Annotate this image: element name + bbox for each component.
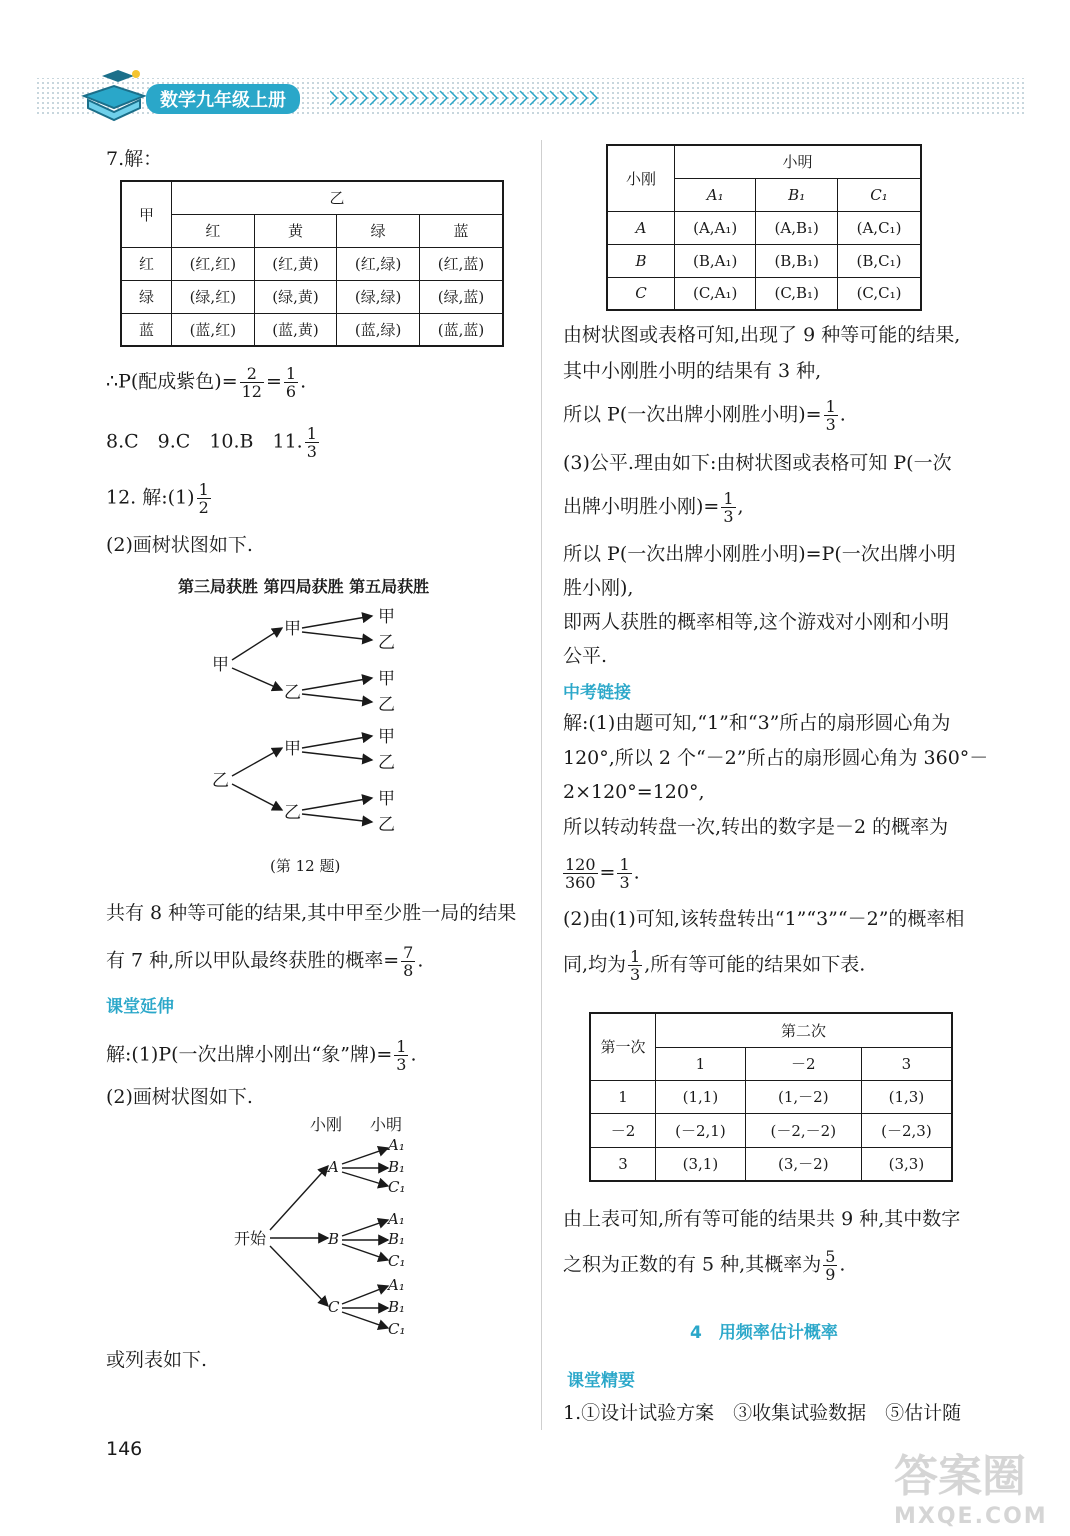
table-cell: (C,B₁) [756, 277, 838, 310]
tree1-node: 甲 [378, 727, 395, 747]
tree2-leaf: B₁ [388, 1230, 406, 1248]
table-corner: 小刚 [607, 145, 675, 211]
q7-result: ∴P(配成紫色)= $\frac{2}{12}$ = $\frac{1}{6}$ . [106, 364, 307, 401]
tree2-node: B [328, 1230, 340, 1248]
key-point-1: 1.①设计试验方案 ③收集试验数据 ⑤估计随 [563, 1402, 962, 1424]
table-row [607, 211, 921, 244]
table-cell: (蓝,黄) [254, 313, 337, 346]
table-col-header: 红 [172, 214, 255, 247]
table-cell: (绿,绿) [337, 280, 420, 313]
header-chevrons-decoration [330, 88, 610, 108]
table-cell: (3,1) [656, 1147, 746, 1181]
or-table-text: 或列表如下. [106, 1349, 208, 1371]
tree2-leaf: C₁ [388, 1178, 406, 1196]
tree2-start: 开始 [234, 1229, 267, 1248]
table-row-header: 3 [590, 1147, 656, 1181]
right-paragraph: 公平. [563, 645, 608, 667]
table-col-header: 黄 [254, 214, 337, 247]
tree1-node: 乙 [284, 683, 301, 703]
exam-paragraph: 解:(1)由题可知,“1”和“3”所占的扇形圆心角为 [563, 712, 951, 734]
table-cell: (－2,－2) [745, 1113, 861, 1147]
tree1-node: 甲 [284, 619, 301, 639]
exam-paragraph: $\frac{120}{360}$ = $\frac{1}{3}$ . [565, 855, 640, 892]
table-cell: (绿,黄) [254, 280, 337, 313]
tree1-node: 甲 [284, 739, 301, 759]
watermark [894, 1440, 1064, 1530]
table-cell: (3,3) [861, 1147, 952, 1181]
tree1-node: 甲 [378, 607, 395, 627]
q12-part2: (2)画树状图如下. [106, 534, 253, 556]
table-group-header: 小明 [675, 145, 922, 178]
exam-paragraph: 同,均为 $\frac{1}{3}$ ,所有等可能的结果如下表. [563, 947, 866, 984]
exam-paragraph: 2×120°=120°, [563, 781, 705, 803]
section-exam-link: 中考链接 [563, 683, 631, 703]
right-paragraph: 胜小刚), [563, 577, 634, 599]
tree2-leaf: A₁ [388, 1136, 405, 1154]
table-cell: (绿,红) [172, 280, 255, 313]
table-cell: (B,B₁) [756, 244, 838, 277]
exam-paragraph: 之积为正数的有 5 种,其概率为 $\frac{5}{9}$ . [563, 1247, 846, 1284]
q7-label: 7.解： [106, 148, 163, 170]
exam-paragraph: 所以转动转盘一次,转出的数字是－2 的概率为 [563, 816, 949, 838]
table-row-header: C [607, 277, 675, 310]
table-row [121, 247, 503, 280]
right-paragraph: 出牌小明胜小刚)= $\frac{1}{3}$ , [563, 489, 744, 526]
table-row [607, 244, 921, 277]
table-cell: (红,红) [172, 247, 255, 280]
tree1-node: 甲 [378, 789, 395, 809]
tree1-node: 乙 [378, 695, 395, 715]
table-col-header: B₁ [756, 178, 838, 211]
tree2-leaf: A₁ [388, 1210, 405, 1228]
page-number: 146 [106, 1438, 143, 1460]
tree2-leaf: C₁ [388, 1320, 406, 1338]
table-col-header: A₁ [675, 178, 756, 211]
exam-paragraph: 由上表可知,所有等可能的结果共 9 种,其中数字 [563, 1208, 961, 1230]
table-row-header: －2 [590, 1113, 656, 1147]
table-row-header: 蓝 [121, 313, 172, 346]
extension-part1: 解:(1)P(一次出牌小刚出“象”牌)= $\frac{1}{3}$ . [106, 1037, 417, 1074]
table-cell: (1,3) [861, 1080, 952, 1113]
tree2-leaf: A₁ [388, 1276, 405, 1294]
extension-part2: (2)画树状图如下. [106, 1086, 253, 1108]
right-paragraph: 其中小刚胜小明的结果有 3 种, [563, 360, 822, 382]
table-group-header: 乙 [172, 181, 504, 214]
table-row-header: 绿 [121, 280, 172, 313]
watermark-text: 答案圈 [894, 1451, 1026, 1502]
table-col-header: 蓝 [419, 214, 503, 247]
spinner-outcome-table [589, 1012, 953, 1182]
right-paragraph: 所以 P(一次出牌小刚胜小明)=P(一次出牌小明 [563, 543, 956, 565]
tree1-caption: (第 12 题) [270, 857, 341, 875]
tree2-leaf: B₁ [388, 1158, 406, 1176]
table-cell: (1,－2) [745, 1080, 861, 1113]
table-row-header: 1 [590, 1080, 656, 1113]
tree2-col-header: 小刚 [310, 1115, 343, 1134]
table-row [590, 1113, 952, 1147]
exam-paragraph: 120°,所以 2 个“－2”所占的扇形圆心角为 360°－ [563, 747, 989, 769]
book-graduation-cap-icon [78, 66, 150, 122]
table-cell: (红,蓝) [419, 247, 503, 280]
table-col-header: 绿 [337, 214, 420, 247]
table-corner: 第一次 [590, 1013, 656, 1080]
right-paragraph: 即两人获胜的概率相等,这个游戏对小刚和小明 [563, 611, 950, 633]
table-row [121, 280, 503, 313]
table-cell: (C,C₁) [838, 277, 921, 310]
table-cell: (红,黄) [254, 247, 337, 280]
table-cell: (A,C₁) [838, 211, 921, 244]
table-col-header: －2 [745, 1047, 861, 1080]
column-divider [541, 140, 542, 1430]
table-cell: (A,B₁) [756, 211, 838, 244]
table-cell: (C,A₁) [675, 277, 756, 310]
q12-conclusion-2: 有 7 种,所以甲队最终获胜的概率= $\frac{7}{8}$ . [106, 943, 424, 980]
table-cell: (3,－2) [745, 1147, 861, 1181]
table-cell: (蓝,蓝) [419, 313, 503, 346]
table-row-header: A [607, 211, 675, 244]
tree1-header: 第三局获胜 第四局获胜 第五局获胜 [178, 577, 430, 596]
table-cell: (B,C₁) [838, 244, 921, 277]
right-paragraph: (3)公平.理由如下:由树状图或表格可知 P(一次 [563, 452, 952, 474]
table-cell: (蓝,绿) [337, 313, 420, 346]
card-outcome-table [606, 144, 922, 311]
table-row-header: B [607, 244, 675, 277]
table-row-header: 红 [121, 247, 172, 280]
header-title-pill [146, 84, 300, 114]
table-cell: (1,1) [656, 1080, 746, 1113]
table-row [607, 277, 921, 310]
section-key-points: 课堂精要 [567, 1371, 635, 1391]
tree1-node: 乙 [378, 815, 395, 835]
tree1-node: 甲 [378, 669, 395, 689]
color-combination-table [120, 180, 504, 347]
table-col-header: C₁ [838, 178, 921, 211]
tree2-node: C [328, 1298, 340, 1316]
table-col-header: 1 [656, 1047, 746, 1080]
right-paragraph: 由树状图或表格可知,出现了 9 种等可能的结果, [563, 324, 961, 346]
table-cell: (B,A₁) [675, 244, 756, 277]
tree1-node: 乙 [378, 753, 395, 773]
table-cell: (蓝,红) [172, 313, 255, 346]
tree2-node: A [328, 1158, 339, 1176]
tree1-node: 乙 [212, 771, 229, 791]
tree2-leaf: B₁ [388, 1298, 406, 1316]
tree1-diagram [200, 600, 430, 845]
section-classroom-extension: 课堂延伸 [106, 997, 174, 1017]
tree2-diagram [228, 1110, 428, 1342]
table-cell: (－2,1) [656, 1113, 746, 1147]
tree1-node: 乙 [378, 633, 395, 653]
tree2-leaf: C₁ [388, 1252, 406, 1270]
tree1-node: 乙 [284, 803, 301, 823]
watermark-domain: MXQE.COM [894, 1504, 1048, 1529]
table-cell: (－2,3) [861, 1113, 952, 1147]
table-cell: (绿,蓝) [419, 280, 503, 313]
table-cell: (红,绿) [337, 247, 420, 280]
table-group-header: 第二次 [656, 1013, 953, 1047]
table-row [590, 1080, 952, 1113]
right-paragraph: 所以 P(一次出牌小刚胜小明)= $\frac{1}{3}$ . [563, 397, 846, 434]
header-title: 数学九年级上册 [160, 90, 286, 111]
answers-8-11: 8.C 9.C 10.B 11. $\frac{1}{3}$ [106, 424, 317, 461]
table-row [590, 1147, 952, 1181]
q12-part1: 12. 解:(1) $\frac{1}{2}$ [106, 480, 209, 517]
lesson-title: 4 用频率估计概率 [690, 1323, 838, 1343]
exam-paragraph: (2)由(1)可知,该转盘转出“1”“3”“－2”的概率相 [563, 908, 965, 930]
table-col-header: 3 [861, 1047, 952, 1080]
table-row [121, 313, 503, 346]
tree1-node: 甲 [212, 655, 229, 675]
table-cell: (A,A₁) [675, 211, 756, 244]
table-corner: 甲 [121, 181, 172, 247]
tree2-col-header: 小明 [370, 1115, 403, 1134]
q12-conclusion-1: 共有 8 种等可能的结果,其中甲至少胜一局的结果 [106, 902, 517, 924]
